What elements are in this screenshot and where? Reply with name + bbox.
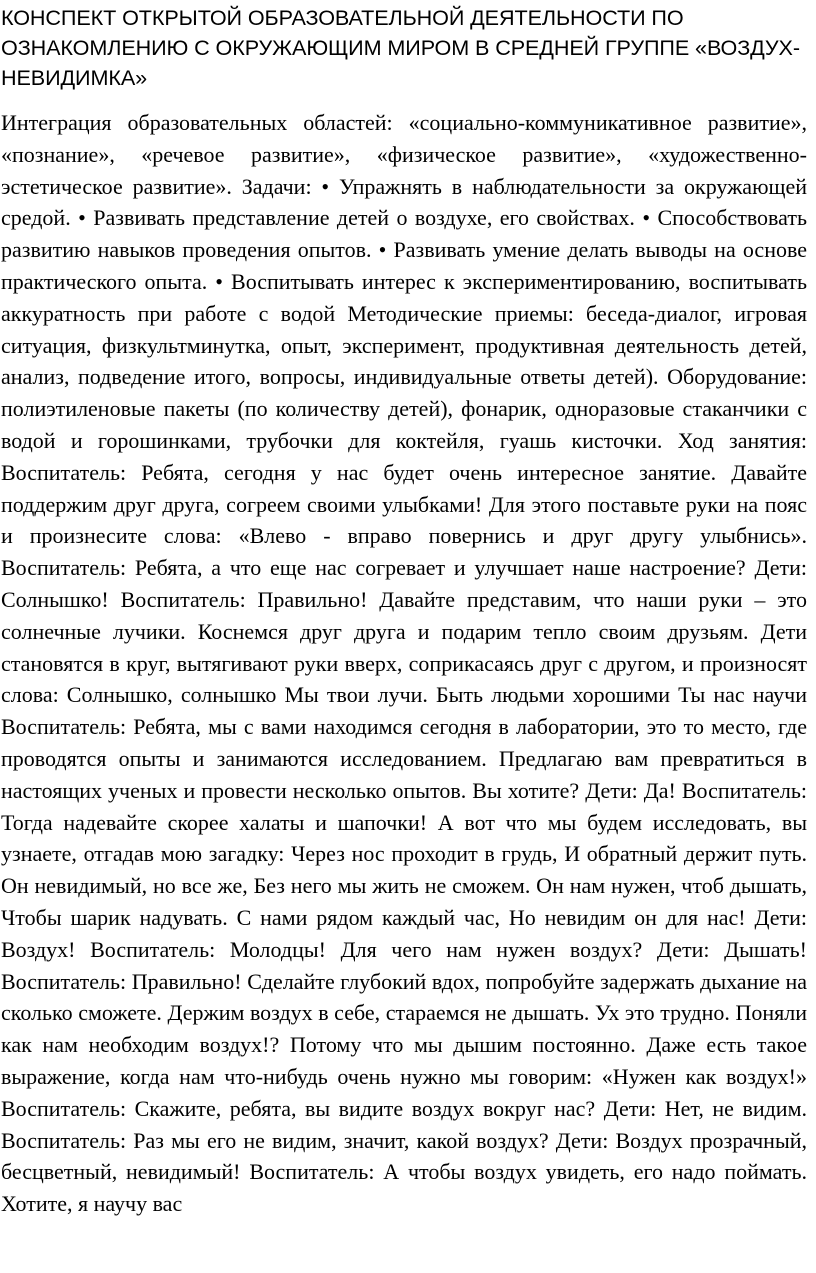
document-title: КОНСПЕКТ ОТКРЫТОЙ ОБРАЗОВАТЕЛЬНОЙ ДЕЯТЕЛЬНОСТИ ПО ОЗНАКОМЛЕНИЮ С ОКРУЖАЮЩИМ МИРОМ В СРЕДНЕЙ ГРУППЕ «ВОЗДУХ-НЕВИДИМКА» <box>1 5 800 90</box>
document-body-text: Интеграция образовательных областей: «социально-коммуникативное развитие», «познание», «речевое развитие», «физическое развитие», «художественно-эстетическое развитие». Задачи: • Упражнять в наблюдательности за окружающей средой. • Развивать представление детей о воздухе, его свойствах. • Способствовать развитию навыков проведения опытов. • Развивать умение делать выводы на основе практического опыта. • Воспитывать интерес к экспериментированию, воспитывать аккуратность при работе с водой Методические приемы: беседа-диалог, игровая ситуация, физкультминутка, опыт, эксперимент, продуктивная деятельность детей, анализ, подведение итого, вопросы, индивидуальные ответы детей). Оборудование: полиэтиленовые пакеты (по количеству детей), фонарик, одноразовые стаканчики с водой и горошинками, трубочки для коктейля, гуашь кисточки. Ход занятия: Воспитатель: Ребята, сегодня у нас будет очень интересное занятие. Давайте поддержим друг друга, согреем своими улыбками! Для этого поставьте руки на пояс и произнесите слова: «Влево - вправо повернись и друг другу улыбнись». Воспитатель: Ребята, а что еще нас согревает и улучшает наше настроение? Дети: Солнышко! Воспитатель: Правильно! Давайте представим, что наши руки – это солнечные лучики. Коснемся друг друга и подарим тепло своим друзьям. Дети становятся в круг, вытягивают руки вверх, соприкасаясь друг с другом, и произносят слова: Солнышко, солнышко Мы твои лучи. Быть людьми хорошими Ты нас научи Воспитатель: Ребята, мы с вами находимся сегодня в лаборатории, это то место, где проводятся опыты и занимаются исследованием. Предлагаю вам превратиться в настоящих ученых и провести несколько опытов. Вы хотите? Дети: Да! Воспитатель: Тогда надевайте скорее халаты и шапочки! А вот что мы будем исследовать, вы узнаете, отгадав мою загадку: Через нос проходит в грудь, И обратный держит путь. Он невидимый, но все же, Без него мы жить не сможем. Он нам нужен, чтоб дышать, Чтобы шарик надувать. С нами рядом каждый час, Но невидим он для нас! Дети: Воздух! Воспитатель: Молодцы! Для чего нам нужен воздух? Дети: Дышать! Воспитатель: Правильно! Сделайте глубокий вдох, попробуйте задержать дыхание на сколько сможете. Держим воздух в себе, стараемся не дышать. Ух это трудно. Поняли как нам необходим воздух!? Потому что мы дышим постоянно. Даже есть такое выражение, когда нам что-нибудь очень нужно мы говорим: «Нужен как воздух!» Воспитатель: Скажите, ребята, вы видите воздух вокруг нас? Дети: Нет, не видим. Воспитатель: Раз мы его не видим, значит, какой воздух? Дети: Воздух прозрачный, бесцветный, невидимый! Воспитатель: А чтобы воздух увидеть, его надо поймать. Хотите, я научу вас <box>1 110 807 1217</box>
